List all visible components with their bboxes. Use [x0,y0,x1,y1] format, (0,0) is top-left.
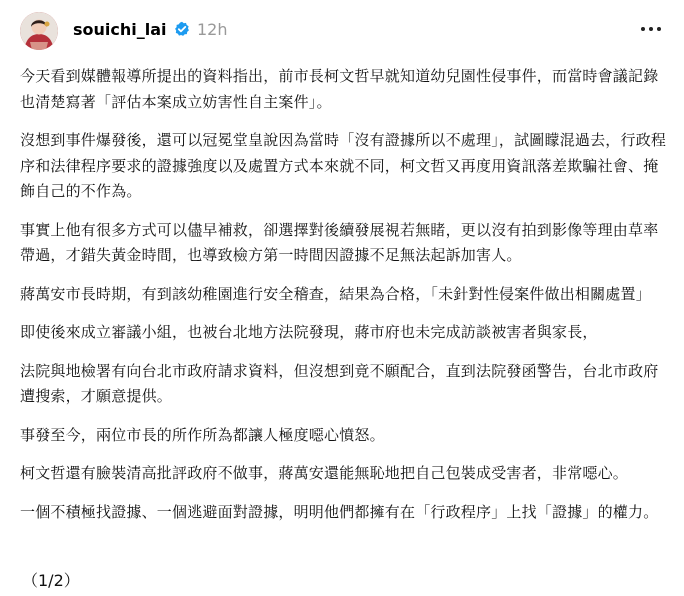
post-body [20,64,668,538]
post-paragraph-3: 事實上他有很多方式可以儘早補救，卻選擇對後續發展視若無睹，更以沒有拍到影像等理由草率帶過，才錯失黃金時間，也導致檢方第一時間因證據不足無法起訴加害人。 [20,220,659,264]
post-paragraph-1: 今天看到媒體報導所提出的資料指出，前市長柯文哲早就知道幼兒園性侵事件，而當時會議記錄也清楚寫著「評估本案成立妨害性自主案件」。 [20,67,659,111]
avatar-image [20,12,58,50]
username[interactable]: souichi_lai [73,20,167,39]
post-paragraph-4: 蔣萬安市長時期，有到該幼稚園進行安全稽查，結果為合格，「未針對性侵案件做出相關處置」 [20,284,651,303]
verified-badge-icon [174,21,190,37]
page-indicator: （1/2） [22,571,80,590]
post-paragraph-6: 法院與地檢署有向台北市政府請求資料，但沒想到竟不願配合，直到法院發函警告，台北市政府遭搜索，才願意提供。 [20,361,659,405]
post-paragraph-7: 事發至今，兩位市長的所作所為都讓人極度噁心憤怒。 [20,425,385,444]
post-time: 12h [197,20,228,39]
post-paragraph-2: 沒想到事件爆發後，還可以冠冕堂皇說因為當時「沒有證據所以不處理」，試圖矇混過去，行政程序和法律程序要求的證據強度以及處置方式本來就不同，柯文哲又再度用資訊落差欺騙社會、掩飾自己的不作為。 [20,131,667,200]
post-header [0,0,684,62]
avatar[interactable] [20,12,58,50]
more-options-icon[interactable] [636,14,666,44]
post-paragraph-9: 一個不積極找證據、一個逃避面對證據，明明他們都擁有在「行政程序」上找「證據」的權力。 [20,502,659,521]
post-paragraph-5: 即使後來成立審議小組，也被台北地方法院發現，蔣市府也未完成訪談被害者與家長， [20,323,598,341]
post-paragraph-8: 柯文哲還有臉裝清高批評政府不做事，蔣萬安還能無恥地把自己包裝成受害者，非常噁心。 [20,464,629,482]
